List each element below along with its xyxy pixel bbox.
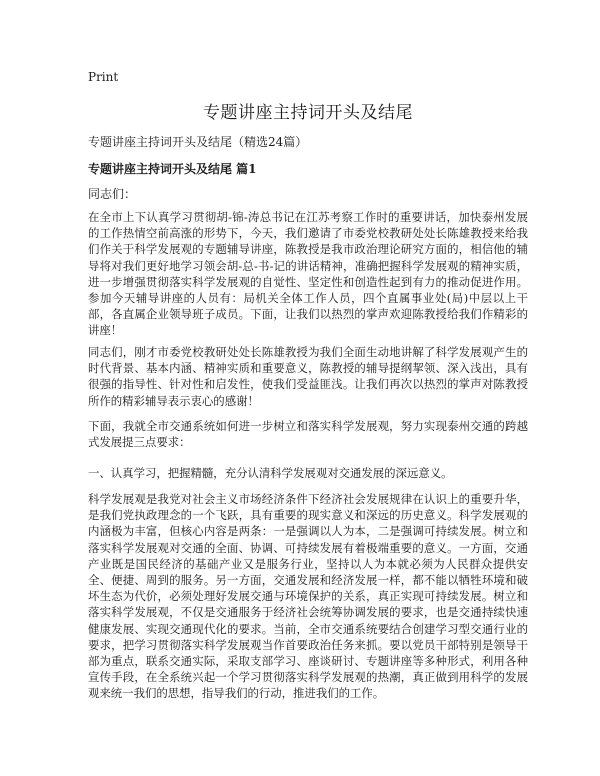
paragraph-point-one-heading: 一、认真学习，把握精髓，充分认清科学发展观对交通发展的深远意义。 (88, 466, 453, 480)
paragraph-point-one-body: 科学发展观是我党对社会主义市场经济条件下经济社会发展规律在认识上的重要升华，是我们党执政理念的一个飞跃，具有重要的现实意义和深远的历史意义。科学发展观的内涵极为丰富，但核心内容是两条：一是强调以人为本，二是强调可持续发展。树立和落实科学发展观对交通的全面、协调、可持续发展有着极端重要的意义。一方面，交通产业既是国民经济的基础产业又是服务行业，坚持以人为本就必须为人民群众提供安全、便捷、周到的服务。另一方面，交通发展和经济发展一样，都不能以牺牲环境和破坏生态为代价，必须处理好发展交通与环境保护的关系，真正实现可持续发展。树立和落实科学发展观，不仅是交通服务于经济社会统筹协调发展的要求，也是交通持续快速健康发展、实现交通现代化的要求。当前，全市交通系统要结合创建学习型交通行业的要求，把学习贯彻落实科学发展观当作首要政治任务来抓。要以党员干部特别是领导干部为重点，联系交通实际，采取支部学习、座谈研讨、专题讲座等多种形式，利用各种宣传手段，在全系统兴起一个学习贯彻落实科学发展观的热潮，真正做到用科学的发展观来统一我们的思想，指导我们的行动，推进我们的工作。 (88, 492, 528, 701)
paragraph-thanks: 同志们，刚才市委党校教研处处长陈雄教授为我们全面生动地讲解了科学发展观产生的时代背景、基本内涵、精神实质和重要意义，陈教授的辅导提纲挈领、深入浅出，具有很强的指导性、针对性和启发性，使我们受益匪浅。让我们再次以热烈的掌声对陈教授所作的精彩辅导表示衷心的感谢！ (88, 345, 528, 408)
page-title: 专题讲座主持词开头及结尾 (203, 103, 413, 123)
section-heading: 专题讲座主持词开头及结尾 篇1 (88, 162, 257, 176)
document-subtitle: 专题讲座主持词开头及结尾（精选24篇） (88, 135, 308, 149)
paragraph-opening-remarks: 在全市上下认真学习贯彻胡-锦-涛总书记在江苏考察工作时的重要讲话，加快泰州发展的工作热情空前高涨的形势下，今天，我们邀请了市委党校教研处处长陈雄教授来给我们作关于科学发展观的专题辅导讲座，陈教授是我市政治理论研究方面的，相信他的辅导将对我们更好地学习领会胡-总-书-记的讲话精神，准确把握科学发展观的精神实质，进一步增强贯彻落实科学发展观的自觉性、坚定性和创造性起到有力的推动促进作用。参加今天辅导讲座的人员有：局机关全体工作人员，四个直属事业处(局)中层以上干部，各直属企业领导班子成员。下面，让我们以热烈的掌声欢迎陈教授给我们作精彩的讲座！ (88, 210, 528, 338)
paragraph-requirements-intro: 下面，我就全市交通系统如何进一步树立和落实科学发展观，努力实现泰州交通的跨越式发展提三点要求： (88, 419, 528, 450)
print-link[interactable]: Print (88, 70, 119, 84)
salutation: 同志们： (88, 187, 137, 201)
